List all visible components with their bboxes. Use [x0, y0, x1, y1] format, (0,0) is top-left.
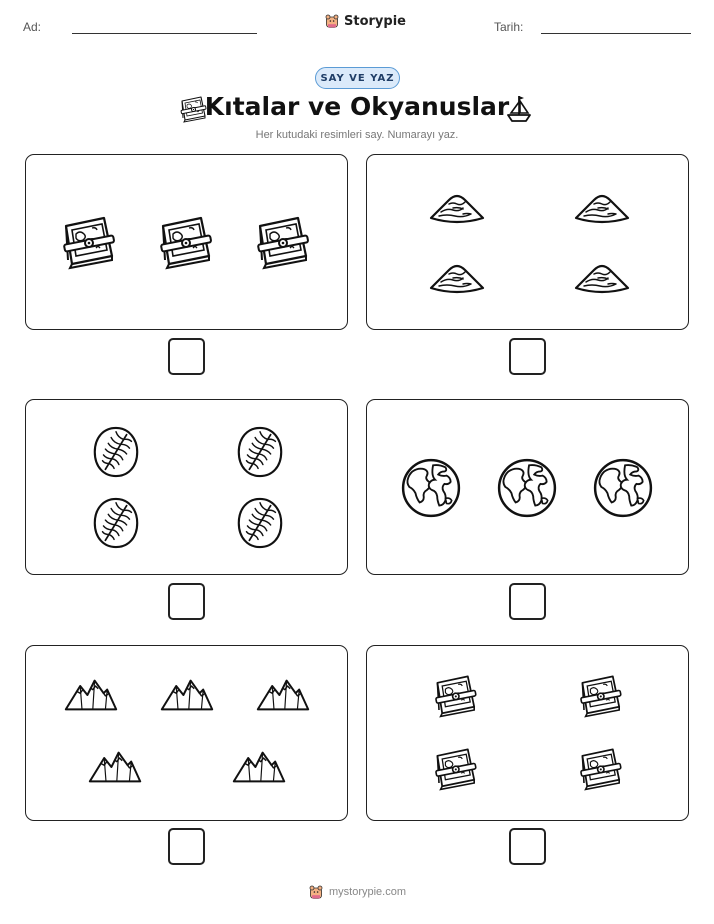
footer-url[interactable]: mystorypie.com	[329, 886, 407, 898]
name-line[interactable]	[72, 33, 257, 34]
leaf-fossil-icon	[91, 496, 141, 550]
count-box-6	[366, 645, 689, 821]
count-box-1	[25, 154, 348, 330]
page-title: Kıtalar ve Okyanuslar	[204, 92, 510, 121]
globe-icon	[496, 457, 558, 519]
map-book-icon	[431, 670, 479, 718]
storypie-mascot-icon	[308, 884, 324, 900]
name-label: Ad:	[23, 20, 42, 34]
activity-badge: SAY VE YAZ	[315, 67, 400, 89]
sand-dune-icon	[572, 258, 632, 298]
answer-box-6[interactable]	[509, 828, 546, 865]
sand-dune-icon	[427, 258, 487, 298]
count-box-4	[366, 399, 689, 575]
count-box-3	[25, 399, 348, 575]
sand-dune-icon	[572, 188, 632, 228]
answer-box-4[interactable]	[509, 583, 546, 620]
map-book-icon	[155, 210, 215, 270]
title-row	[0, 90, 714, 126]
count-box-5	[25, 645, 348, 821]
map-book-icon	[252, 210, 312, 270]
leaf-fossil-icon	[235, 425, 285, 479]
leaf-fossil-icon	[235, 496, 285, 550]
map-book-icon	[576, 670, 624, 718]
brand-name: Storypie	[344, 13, 406, 29]
mountain-icon	[160, 676, 214, 714]
answer-box-5[interactable]	[168, 828, 205, 865]
sailboat-icon	[505, 93, 533, 123]
date-label: Tarih:	[494, 20, 524, 34]
mountain-icon	[256, 676, 310, 714]
sand-dune-icon	[427, 188, 487, 228]
map-book-icon	[58, 210, 118, 270]
answer-box-1[interactable]	[168, 338, 205, 375]
count-box-2	[366, 154, 689, 330]
mountain-icon	[88, 748, 142, 786]
answer-box-3[interactable]	[168, 583, 205, 620]
date-line[interactable]	[541, 33, 691, 34]
globe-icon	[592, 457, 654, 519]
map-book-icon	[431, 743, 479, 791]
leaf-fossil-icon	[91, 425, 141, 479]
instructions: Her kutudaki resimleri say. Numarayı yaz.	[255, 129, 459, 141]
footer	[308, 884, 406, 900]
mountain-icon	[232, 748, 286, 786]
brand-logo	[324, 13, 406, 29]
answer-box-2[interactable]	[509, 338, 546, 375]
storypie-mascot-icon	[324, 13, 340, 29]
map-book-icon	[576, 743, 624, 791]
mountain-icon	[64, 676, 118, 714]
globe-icon	[400, 457, 462, 519]
